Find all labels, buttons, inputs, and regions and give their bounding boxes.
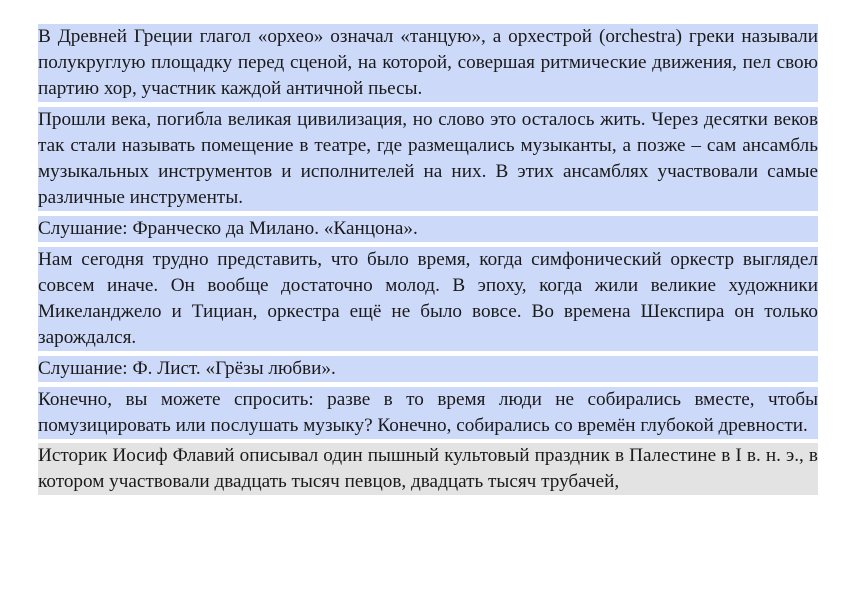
paragraph-centuries-passed: Прошли века, погибла великая цивилизация, но слово это осталось жить. Через десятки веков так стали называть помещение в театре, где размещались музыканты, а позже – сам ансамбль музыкальных инструментов и исполнителей на них. В этих ансамблях участвовали самые различные инструменты.	[38, 107, 818, 211]
paragraph-josephus-flavius: Историк Иосиф Флавий описывал один пышный культовый праздник в Палестине в I в. н. э., в котором участвовали двадцать тысяч певцов, двадцать тысяч трубачей,	[38, 443, 818, 495]
paragraph-symphony-orchestra: Нам сегодня трудно представить, что было время, когда симфонический оркестр выглядел совсем иначе. Он вообще достаточно молод. В эпоху, когда жили великие художники Микеланджело и Тициан, оркестра ещё не было вовсе. Во времена Шекспира он только зарождался.	[38, 247, 818, 351]
paragraph-listening-liszt: Слушание: Ф. Лист. «Грёзы любви».	[38, 356, 818, 382]
paragraph-listening-canzona: Слушание: Франческо да Милано. «Канцона».	[38, 216, 818, 242]
paragraph-orchestra-origin: В Древней Греции глагол «орхео» означал «танцую», а орхестрой (orchestra) греки называли полукруглую площадку перед сценой, на которой, совершая ритмические движения, пел свою партию хор, участник каждой античной пьесы.	[38, 24, 818, 102]
document-page	[38, 24, 818, 495]
paragraph-ancient-music: Конечно, вы можете спросить: разве в то время люди не собирались вместе, чтобы помузицировать или послушать музыку? Конечно, собирались со времён глубокой древности.	[38, 387, 818, 439]
